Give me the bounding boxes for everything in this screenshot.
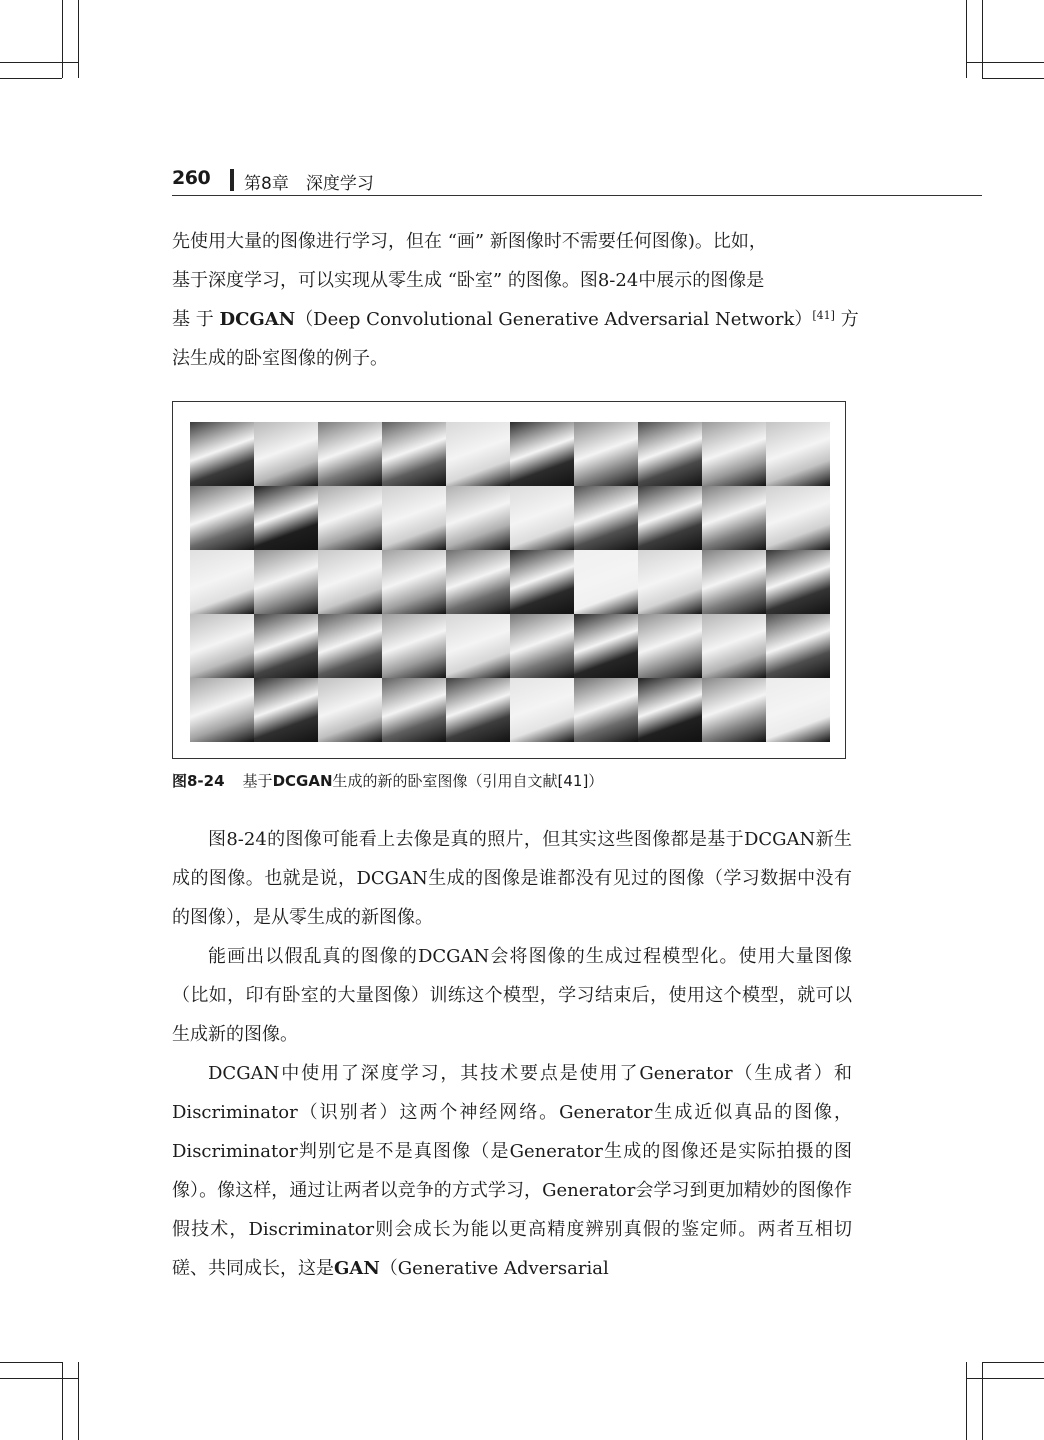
figure-caption (172, 770, 603, 791)
bedroom-thumbnail (318, 678, 382, 742)
figure-frame (172, 401, 846, 759)
dcgan-term: DCGAN (219, 309, 296, 330)
bedroom-thumbnail (382, 422, 446, 486)
bedroom-thumbnail (638, 550, 702, 614)
bedroom-thumbnail (702, 486, 766, 550)
bedroom-thumbnail (318, 422, 382, 486)
bedroom-thumbnail (574, 422, 638, 486)
crop-mark (966, 1362, 967, 1440)
figure-label: 图8-24 (172, 772, 225, 790)
intro-text: 基 于 (172, 309, 220, 330)
bedroom-thumbnail (254, 486, 318, 550)
bedroom-thumbnail (638, 422, 702, 486)
intro-line: 先使用大量的图像进行学习，但在 “画” 新图像时不需要任何图像)。比如， (172, 231, 767, 252)
bedroom-thumbnail (254, 550, 318, 614)
intro-line: 法生成的卧室图像的例子。 (172, 348, 388, 369)
chapter-title: 第8章 深度学习 (244, 174, 374, 194)
crop-mark (966, 62, 1044, 63)
reference-mark: [41] (812, 309, 835, 322)
bedroom-thumbnail (382, 486, 446, 550)
bedroom-thumbnail (382, 614, 446, 678)
bedroom-thumbnail (766, 486, 830, 550)
figure-caption-text (243, 772, 604, 790)
crop-mark (966, 0, 967, 78)
bedroom-thumbnail (702, 614, 766, 678)
bedroom-thumbnail (574, 550, 638, 614)
bedroom-thumbnail (254, 422, 318, 486)
crop-mark (982, 0, 983, 78)
bedroom-thumbnail (254, 678, 318, 742)
crop-mark (0, 62, 78, 63)
bedroom-thumbnail (574, 486, 638, 550)
bedroom-thumbnail (318, 614, 382, 678)
bedroom-thumbnail (190, 550, 254, 614)
caption-text: 基于 (242, 772, 273, 790)
bedroom-thumbnail (318, 550, 382, 614)
bedroom-thumbnail (702, 422, 766, 486)
crop-mark (62, 1362, 63, 1440)
caption-term: DCGAN (272, 772, 333, 790)
bedroom-thumbnail (638, 678, 702, 742)
bedroom-thumbnail (382, 678, 446, 742)
crop-mark (982, 1362, 1044, 1363)
bedroom-thumbnail (702, 550, 766, 614)
intro-paragraph (172, 222, 859, 378)
bedroom-image-grid (190, 422, 830, 742)
bedroom-thumbnail (766, 678, 830, 742)
bedroom-thumbnail (510, 614, 574, 678)
crop-mark (0, 1378, 78, 1379)
bedroom-thumbnail (766, 422, 830, 486)
bedroom-thumbnail (638, 614, 702, 678)
body-paragraph-2: 能画出以假乱真的图像的DCGAN会将图像的生成过程模型化。使用大量图像（比如，印有卧室的大量图像）训练这个模型，学习结束后，使用这个模型，就可以生成新的图像。 (172, 946, 852, 1045)
bedroom-thumbnail (510, 422, 574, 486)
bedroom-thumbnail (446, 614, 510, 678)
bedroom-thumbnail (766, 550, 830, 614)
intro-line: 基于深度学习，可以实现从零生成 “卧室” 的图像。图8-24中展示的图像是 (172, 270, 765, 291)
intro-text: 方 (834, 309, 859, 330)
gan-term: GAN (334, 1258, 380, 1279)
bedroom-thumbnail (574, 678, 638, 742)
header-divider (230, 169, 234, 191)
bedroom-thumbnail (190, 422, 254, 486)
bedroom-thumbnail (190, 486, 254, 550)
crop-mark (62, 0, 63, 78)
paragraph-text: （Generative Adversarial (379, 1258, 609, 1279)
crop-mark (78, 0, 79, 78)
bedroom-thumbnail (510, 550, 574, 614)
bedroom-thumbnail (446, 486, 510, 550)
bedroom-thumbnail (446, 678, 510, 742)
bedroom-thumbnail (510, 486, 574, 550)
bedroom-thumbnail (510, 678, 574, 742)
crop-mark (966, 1378, 1044, 1379)
bedroom-thumbnail (574, 614, 638, 678)
caption-text: 生成的新的卧室图像（引用自文献[41]） (332, 772, 604, 790)
paragraph-text: DCGAN中使用了深度学习，其技术要点是使用了Generator（生成者）和Discriminator（识别者）这两个神经网络。Generator生成近似真品的图像，Discriminator判别它是不是真图像（是Generator生成的图像还是实际拍摄的图像）。像这样，通过让两者以竞争的方式学习，Generator会学习到更加精妙的图像作假技术，Discriminator则会成长为能以更高精度辨别真假的鉴定师。两者互相切磋、共同成长，这是 (172, 1063, 852, 1279)
crop-mark (0, 1362, 62, 1363)
bedroom-thumbnail (638, 486, 702, 550)
bedroom-thumbnail (254, 614, 318, 678)
bedroom-thumbnail (190, 678, 254, 742)
body-paragraph-1: 图8-24的图像可能看上去像是真的照片，但其实这些图像都是基于DCGAN新生成的图像。也就是说，DCGAN生成的图像是谁都没有见过的图像（学习数据中没有的图像），是从零生成的新图像。 (172, 829, 852, 928)
page-number: 260 (172, 167, 211, 189)
crop-mark (982, 1362, 983, 1440)
crop-mark (78, 1362, 79, 1440)
intro-line (172, 300, 859, 339)
crop-mark (982, 78, 1044, 79)
intro-text: （Deep Convolutional Generative Adversarial Network） (295, 309, 813, 330)
bedroom-thumbnail (446, 422, 510, 486)
bedroom-thumbnail (382, 550, 446, 614)
bedroom-thumbnail (190, 614, 254, 678)
bedroom-thumbnail (766, 614, 830, 678)
body-paragraph-3 (172, 1054, 852, 1288)
crop-mark (0, 78, 62, 79)
running-header (172, 165, 982, 196)
bedroom-thumbnail (446, 550, 510, 614)
bedroom-thumbnail (318, 486, 382, 550)
bedroom-thumbnail (702, 678, 766, 742)
